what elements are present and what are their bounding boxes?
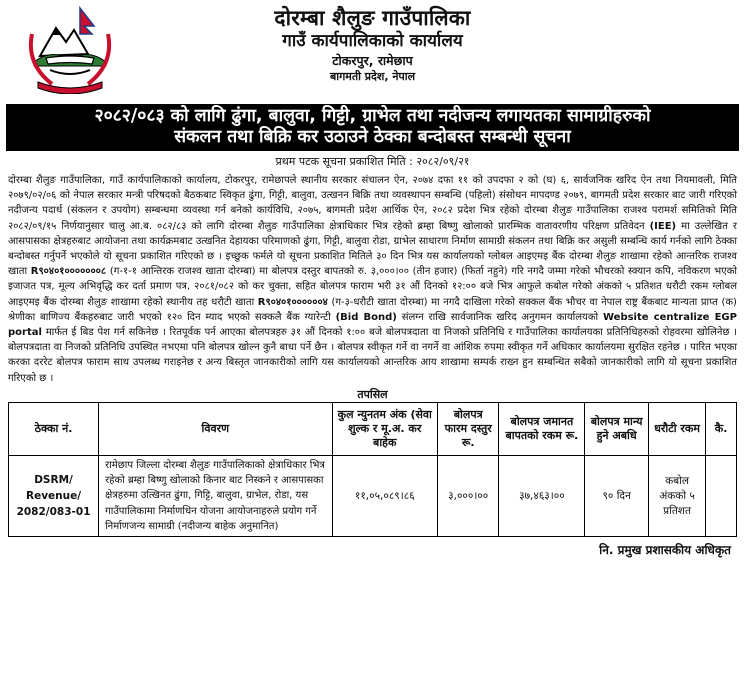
iee-label: (IEE) bbox=[649, 220, 677, 232]
body-part-6: मार्फत ई बिड पेश गर्न सकिनेछ । रितपूर्वक पर्न आएका बोलपत्रहरु ३१ औं दिनको १:०० बजे बोलपत्रदाता वा निजको प्रतिनिधि र गाउँपालिका कार्यालयका प्रतिनिधिहरुको रोहवरमा खोलिनेछ । बोलपत्रदाता वा निजको प्रतिनिधि उपस्थित नभएमा पनि बोलपत्र खोल्न कुनै बाधा पर्ने छैन । बोलपत्र स्वीकृत गर्ने वा नगर्ने वा आंशिक रुपमा स्वीकृत गर्ने अधिकार कार्यालयमा सुरक्षित रहनेछ । पारित भएका करका दररेट बोलपत्र फाराम साथ उपलब्ध गराइनेछ र अन्य बिस्तृत जानकारीको लागि यस कार्यालयको आन्तरिक आय शाखामा सम्पर्क राख्न हुन सम्बन्धित सबैको जानकारीको लागि यो सूचना प्रकाशित गरिएको छ । bbox=[8, 327, 737, 384]
col-header-contract-no: ठेक्का नं. bbox=[9, 402, 99, 455]
notice-title-line1: २०८२/०८३ को लागि ढुंगा, बालुवा, गिट्टी, ग्राभेल तथा नदीजन्य लगायतका सामाग्रीहरुको bbox=[94, 106, 651, 126]
col-header-validity: बोलपत्र मान्य हुने अबधि bbox=[585, 402, 648, 455]
bid-bond-label: (Bid Bond) bbox=[335, 311, 397, 323]
deposit-account-number: R९०४०१००००००४ bbox=[257, 296, 328, 308]
notice-title-line2: संकलन तथा बिक्रि कर उठाउने ठेक्का बन्दोबस्त सम्बन्धी सूचना bbox=[174, 127, 571, 147]
municipality-name: दोरम्बा शैलुङ गाउँपालिका bbox=[274, 6, 471, 30]
remarks-value bbox=[706, 455, 737, 536]
table-header-row bbox=[9, 402, 737, 455]
body-part-3: (ग-१-१ आन्तिरक राजश्व खाता दोरम्बा) मा बोलपत्र दस्तुर बापतको रु. ३,०००।०० (तीन हजार) (फिर्ता नहुने) गरि नगदै जम्मा गरेको भौचरको स्क्यान कपि, नविकरण भएको इजाजत पत्र, मूल्य अभिवृद्धि कर दर्ता प्रमाण पत्र, २०८१/०८२ को कर चुक्ता, सहित बोलपत्र फाराम भरी ३१ औं दिनको १२:०० बजे भित्र आफुले कबोल गरेको अंकको ५ प्रतिशत धरौटी रकम ग्लोबल आइएमइ बैंक दोरम्बा शैलुङ शाखामा रहेको स्थानीय तह धरौटी खाता bbox=[8, 266, 737, 308]
notice-body bbox=[8, 173, 737, 386]
body-part-4: (ग-३-धरौटी खाता दोरम्बा) मा नगदै दाखिला गरेको सक्कल बैंक भौचर वा नेपाल राष्ट्र बैंकबाट मान्यता प्राप्त (क) श्रेणीका बाणिज्य बैंकहरुबाट जारी भएको १२० दिन म्याद भएको सक्कलै बैंक ग्यारेन्टी bbox=[8, 296, 737, 323]
contract-table bbox=[8, 402, 737, 537]
contract-code-line1: DSRM/ bbox=[34, 474, 73, 487]
egp-portal-label: Website centralize EGP portal bbox=[8, 311, 737, 339]
form-fee-value: ३,०००।०० bbox=[437, 455, 498, 536]
col-header-deposit: धरौटी रकम bbox=[648, 402, 705, 455]
office-province: बागमती प्रदेश, नेपाल bbox=[329, 70, 416, 83]
deposit-line1: कबोल bbox=[665, 474, 689, 487]
table-row bbox=[9, 455, 737, 536]
col-header-description: विवरण bbox=[99, 402, 332, 455]
signatory-title: नि. प्रमुख प्रशासकीय अधिकृत bbox=[599, 543, 731, 558]
col-header-form-fee: बोलपत्र फारम दस्तुर रू. bbox=[437, 402, 498, 455]
col-header-bid-security: बोलपत्र जमानत बापतको रकम रू. bbox=[499, 402, 585, 455]
deposit-line3: प्रतिशत bbox=[663, 504, 691, 517]
revenue-account-number: R९०४०१०००००००८ bbox=[30, 266, 107, 278]
col-header-remarks: कै. bbox=[706, 402, 737, 455]
deposit-line2: अंकको ५ bbox=[659, 489, 695, 502]
body-part-2: मा उल्लेखित र आसपासका क्षेत्रहरुबाट आयोजना तथा कार्यक्रमबाट उत्खनित देहायका परिमाणको ढुंगा, गिट्टी, बालुवा रोडा, ग्राभेल साधारण निर्माण सामाग्री संकलन तथा बिक्रि कर असुली सम्बन्धि कार्य गर्नको लागि ठेक्का बन्दोबस्त गर्नुपर्ने भएकोले यो सूचना प्रकाशित गरिएको छ । इच्छुक फर्मले यो सूचना प्रकाशित मितिले ३० दिन भित्र यस कार्यालयको ग्लोबल आइएमइ बैंक दोरम्बा शैलुङ शाखामा रहेको आन्तरिक राजश्व खाता bbox=[8, 220, 737, 278]
validity-value: ९० दिन bbox=[585, 455, 648, 536]
table-caption: तपसिल bbox=[357, 387, 388, 401]
contract-code bbox=[9, 455, 99, 536]
contract-description: रामेछाप जिल्ला दोरम्बा शैलुङ गाउँपालिकाको क्षेत्राधिकार भित्र रहेको ब्रम्हा बिष्णु खोलाको किनार बाट निस्कने र आसपासका क्षेत्रहरुमा उत्खिनत ढुंगा, गिट्टि, बालुवा, ग्राभेल, रोडा, यस गाउँपालिकामा निर्माणधिन योजना आयोजनाहरुले प्रयोग गर्ने निर्माणजन्य सामाग्री (नदीजन्य बाहेक अनुमानित) bbox=[99, 455, 332, 536]
deposit-value bbox=[648, 455, 705, 536]
body-part-1: दोरम्बा शैलुङ गाउँपालिका, गाउँ कार्यपालिकाको कार्यालय, टोकरपुर, रामेछापले स्थानीय सरकार संचालन ऐन, २०७४ दफा ११ को उपदफा २ को (घ) ६, सार्वजनिक खरिद ऐन तथा नियमावली, मिति २०७९/०२/०६ को नेपाल सरकार मन्त्री परिषदको बैठकबाट स्विकृत ढुंगा, गिट्टी, बालुवा, उत्खनन बिक्रि तथा व्यवस्थापन सम्बन्धि (पहिलो) संसोधन मापदण्ड २०७९, बागमती प्रदेश सरकार बाट जारी गरिएको नदीजन्य पदार्थ (संकलन र उपयोग) सम्बन्धमा व्यवस्था गर्न बनेको कार्यविधि, २०७५, बागमती प्रदेश आर्थिक ऐन, २०८२ प्रदेश भित्र रहेको दोरम्बा शैलुङ गाउँपालिका राजश्व परामर्श समितिको मिति २०८२/०९/१५ निर्णयानुसार चालु आ.ब. ०८२/८३ को लागि दोरम्बा शैलुङ गाउँपालिका क्षेत्राधिकार भित्र रहेको ब्रम्हा बिष्णु खोलाको प्रारम्भिक वातावरणीय परिक्षण प्रतिवेदन bbox=[8, 175, 737, 232]
first-published-date: प्रथम पटक सूचना प्रकाशित मिति : २०८२/०९/२१ bbox=[275, 155, 470, 168]
contract-code-line3: 2082/083-01 bbox=[16, 506, 91, 519]
col-header-min-amount: कुल न्युनतम अंक (सेवा शुल्क र मू.अ. कर बाहेक bbox=[332, 402, 437, 455]
office-name: गाउँ कार्यपालिकाको कार्यालय bbox=[282, 31, 463, 51]
bid-security-value: ३७,४६३।०० bbox=[499, 455, 585, 536]
nepal-emblem-icon bbox=[22, 4, 118, 94]
contract-code-line2: Revenue/ bbox=[26, 490, 82, 503]
notice-title-banner bbox=[6, 104, 739, 151]
letterhead bbox=[8, 0, 737, 104]
body-part-5: संलग्न राखि सार्वजानिक खरिद अनुगमन कार्यालयको bbox=[401, 311, 599, 323]
min-amount-value: ११,०५,०८९।८६ bbox=[332, 455, 437, 536]
office-address: टोकरपुर, रामेछाप bbox=[332, 53, 413, 68]
